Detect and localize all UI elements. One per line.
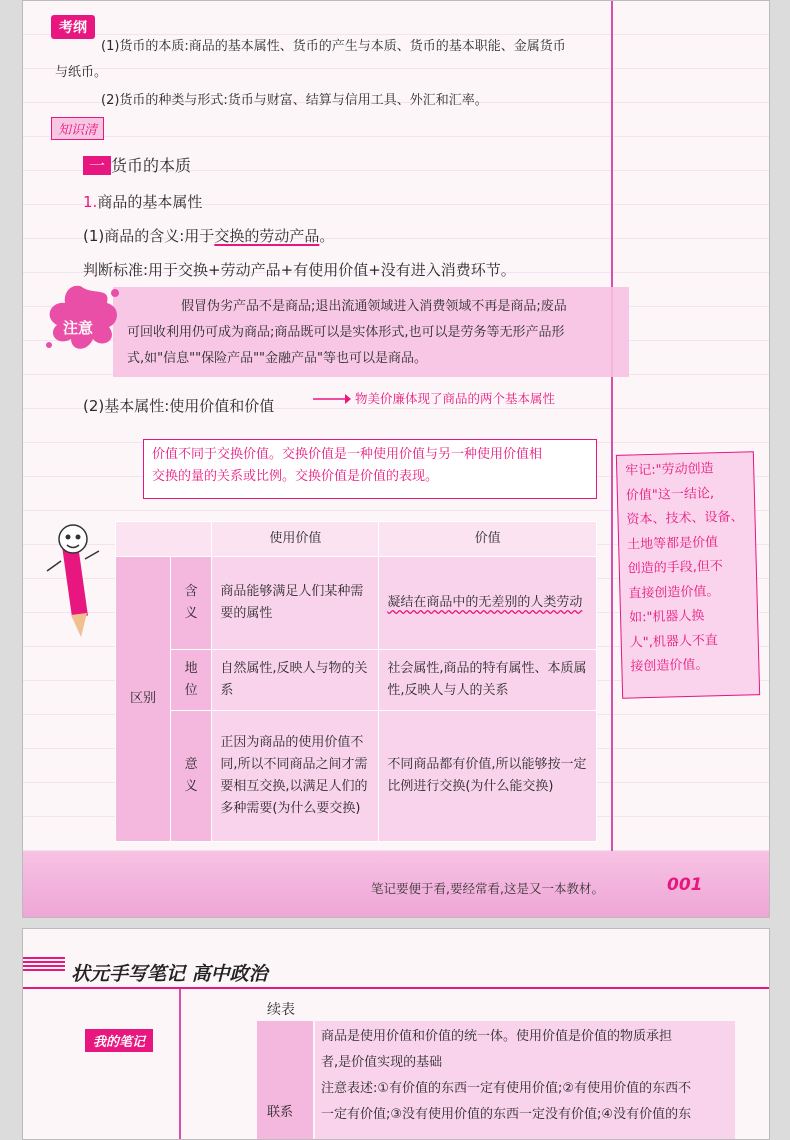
- margin-line: [611, 1, 613, 851]
- side-note-line: 资本、技术、设备、: [626, 509, 744, 528]
- note-line-3: 式,如"信息""保险产品""金融产品"等也可以是商品。: [127, 351, 428, 366]
- header-rule: [23, 987, 769, 989]
- table-corner: [116, 522, 212, 557]
- table-row-label: 意义: [171, 711, 212, 842]
- page-footer: [23, 851, 769, 917]
- table-cell: 自然属性,反映人与物的关系: [212, 650, 379, 711]
- section-heading: [83, 153, 191, 176]
- subsection-title: 商品的基本属性: [97, 193, 203, 211]
- knowledge-tag: 知识清: [51, 117, 104, 140]
- table-row-label: 地位: [171, 650, 212, 711]
- table-cell: 正因为商品的使用价值不同,所以不同商品之间才需要相互交换,以满足人们的多种需要(为什么要交换): [212, 711, 379, 842]
- link-line-1: 商品是使用价值和价值的统一体。使用价值是价值的物质承担: [321, 1029, 673, 1044]
- table-row: [116, 650, 597, 711]
- note-label: 注意: [63, 319, 94, 337]
- pencil-mascot-icon: [43, 521, 113, 641]
- syllabus-line-2: (2)货币的种类与形式:货币与财富、结算与信用工具、外汇和汇率。: [101, 93, 488, 108]
- continued-label: 续表: [267, 1002, 295, 1018]
- table-cell: 社会属性,商品的特有属性、本质属性,反映人与人的关系: [379, 650, 597, 711]
- table-cell: 不同商品都有价值,所以能够按一定比例进行交换(为什么能交换): [379, 711, 597, 842]
- footer-motto: 笔记要便于看,要经常看,这是又一本教材。: [371, 881, 604, 896]
- table-cell: 商品能够满足人们某种需要的属性: [212, 557, 379, 650]
- table-group-label: 区别: [116, 557, 171, 842]
- basic-attributes: (2)基本属性:使用价值和价值: [83, 397, 275, 415]
- header-title: 状元手写笔记 高中政治: [71, 963, 268, 985]
- definition-prefix: (1)商品的含义:用于: [83, 227, 215, 245]
- notebook-page-1: [22, 0, 770, 918]
- side-note-line: 价值"这一结论,: [625, 485, 715, 504]
- value-box-line-1: 价值不同于交换价值。交换价值是一种使用价值与另一种使用价值相: [152, 447, 543, 462]
- link-content-cell: [315, 1021, 735, 1139]
- arrow-icon: [311, 389, 351, 409]
- link-line-3: 注意表述:①有价值的东西一定有使用价值;②有使用价值的东西不: [321, 1081, 692, 1096]
- side-note-line: 牢记:"劳动创造: [625, 461, 714, 479]
- side-note-line: 土地等都是价值: [626, 534, 719, 553]
- syllabus-line-1: (1)货币的本质:商品的基本属性、货币的产生与本质、货币的基本职能、金属货币: [101, 39, 566, 54]
- definition-highlight: 交换的劳动产品: [214, 227, 320, 245]
- link-label: 联系: [267, 1105, 294, 1120]
- section-title: 货币的本质: [111, 156, 192, 175]
- subsection-heading: [83, 191, 202, 212]
- value-box-line-2: 交换的量的关系或比例。交换价值是价值的表现。: [152, 469, 439, 484]
- side-note-line: 接创造价值。: [630, 657, 709, 675]
- table-col-value: 价值: [379, 522, 597, 557]
- notebook-page-2: [22, 928, 770, 1140]
- comparison-table: [115, 521, 597, 842]
- header-stripes: [23, 957, 65, 971]
- subsection-number: 1.: [83, 193, 98, 211]
- table-col-use-value: 使用价值: [212, 522, 379, 557]
- margin-line: [179, 989, 181, 1139]
- link-line-4: 一定有价值;③没有使用价值的东西一定没有价值;④没有价值的东: [321, 1107, 692, 1122]
- definition-suffix: 。: [319, 227, 335, 245]
- commodity-definition: [83, 225, 334, 246]
- note-line-2: 可回收利用仍可成为商品;商品既可以是实体形式,也可以是劳务等无形产品形: [127, 325, 565, 340]
- side-note-line: 直接创造价值。: [628, 583, 720, 602]
- link-label-cell: [257, 1021, 313, 1139]
- table-row-label: 含义: [171, 557, 212, 650]
- table-row: [116, 711, 597, 842]
- my-notes-tag: 我的笔记: [85, 1029, 153, 1052]
- side-note: [616, 451, 760, 699]
- exchange-value-box: [143, 439, 597, 499]
- table-header-row: [116, 522, 597, 557]
- syllabus-line-1b: 与纸币。: [55, 65, 108, 80]
- section-number: 一: [83, 156, 111, 175]
- note-line-1: 假冒伪劣产品不是商品;退出流通领域进入消费领域不再是商品;废品: [181, 299, 567, 314]
- arrow-note: 物美价廉体现了商品的两个基本属性: [355, 391, 556, 406]
- judgment-criteria: 判断标准:用于交换+劳动产品+有使用价值+没有进入消费环节。: [83, 261, 516, 279]
- page-number: 001: [667, 875, 703, 895]
- side-note-line: 人",机器人不直: [629, 632, 719, 651]
- table-cell-text: 凝结在商品中的无差别的人类劳动: [387, 595, 583, 610]
- side-note-line: 如:"机器人换: [628, 608, 705, 626]
- table-row: [116, 557, 597, 650]
- table-cell: [379, 557, 597, 650]
- link-line-2: 者,是价值实现的基础: [321, 1055, 443, 1070]
- side-note-line: 创造的手段,但不: [627, 559, 724, 577]
- syllabus-tag: 考纲: [51, 15, 95, 39]
